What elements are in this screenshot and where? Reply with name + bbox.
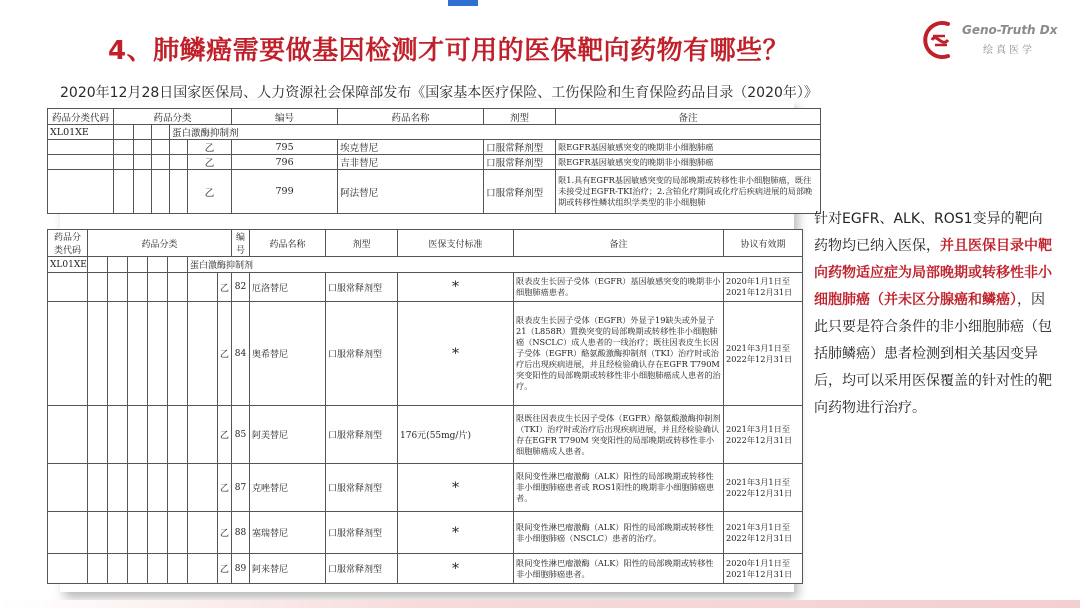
drug-name-cell: 埃克替尼: [338, 140, 484, 155]
summary-highlight: 并且医保目录中靶向药物适应症为局部晚期或转移性非小细胞肺癌（并未区分腺癌和鳞癌）: [814, 238, 1052, 308]
table-row: [48, 406, 803, 464]
table-row: [48, 257, 803, 273]
form-cell: 口服常释剂型: [326, 302, 398, 406]
grade-cell: 乙: [218, 273, 232, 302]
period-cell: 2020年1月1日至2021年12月31日: [724, 554, 803, 584]
header-cell: 协议有效期: [724, 230, 803, 257]
category-name: 蛋白激酶抑制剂: [188, 257, 803, 273]
form-cell: 口服常释剂型: [484, 155, 556, 170]
drug-name-cell: 奥希替尼: [250, 302, 326, 406]
period-cell: 2021年3月1日至2022年12月31日: [724, 512, 803, 554]
drug-name-cell: 阿美替尼: [250, 406, 326, 464]
note-cell: 限表皮生长因子受体（EGFR）基因敏感突变的晚期非小细胞肺癌患者。: [514, 273, 724, 302]
note-cell: 限表皮生长因子受体（EGFR）外显子19缺失或外显子21（L858R）置换突变的局部晚期或转移性非小细胞肺癌（NSCLC）成人患者的一线治疗；既往因表皮生长因子受体（EGFR）酪氨酸激酶抑制剂（TKI）治疗时或治疗后出现疾病进展，并且经检验确认存在EGFR T790M 突变阳性的局部晚期或转移性非小细胞肺癌成人患者的治疗。: [514, 302, 724, 406]
number-cell: 796: [232, 155, 338, 170]
category-code: XL01XE: [48, 257, 88, 273]
grade-cell: 乙: [188, 155, 232, 170]
header-cell: 备注: [556, 109, 821, 125]
note-cell: 限EGFR基因敏感突变的晚期非小细胞肺癌: [556, 140, 821, 155]
table-row: [48, 464, 803, 512]
table-row: [48, 554, 803, 584]
number-cell: 799: [232, 170, 338, 214]
table-row: [48, 170, 821, 214]
price-cell: *: [398, 302, 514, 406]
grade-cell: 乙: [188, 140, 232, 155]
summary-part-1: 针对EGFR、ALK、ROS1变异的靶向药物均已纳入医保，: [814, 211, 1043, 254]
price-cell: *: [398, 464, 514, 512]
number-cell: 88: [232, 512, 250, 554]
note-cell: 限间变性淋巴瘤激酶（ALK）阳性的局部晚期或转移性非小细胞肺癌（NSCLC）患者的治疗。: [514, 512, 724, 554]
table-row: [48, 273, 803, 302]
summary-text: [814, 206, 1054, 422]
header-cell: 医保支付标准: [398, 230, 514, 257]
period-cell: 2021年3月1日至2022年12月31日: [724, 302, 803, 406]
note-cell: 限既往因表皮生长因子受体（EGFR）酪氨酸激酶抑制剂（TKI）治疗时或治疗后出现疾病进展，并且经检验确认存在EGFR T790M 突变阳性的局部晚期或转移性非小细胞肺癌成人患者。: [514, 406, 724, 464]
form-cell: 口服常释剂型: [484, 170, 556, 214]
number-cell: 84: [232, 302, 250, 406]
header-cell: 药品分类: [88, 230, 232, 257]
form-cell: 口服常释剂型: [484, 140, 556, 155]
form-cell: 口服常释剂型: [326, 554, 398, 584]
page-title: 4、肺鳞癌需要做基因检测才可用的医保靶向药物有哪些？: [108, 36, 790, 66]
period-cell: 2020年1月1日至2021年12月31日: [724, 273, 803, 302]
logo-text-en: Geno-Truth Dx: [962, 23, 1058, 37]
table-row: [48, 512, 803, 554]
grade-cell: 乙: [218, 464, 232, 512]
note-cell: 限1.具有EGFR基因敏感突变的局部晚期或转移性非小细胞肺癌，既往未接受过EGFR-TKI治疗；2.含铂化疗期间或化疗后疾病进展的局部晚期或转移性鳞状组织学类型的非小细胞肺: [556, 170, 821, 214]
number-cell: 82: [232, 273, 250, 302]
price-cell: 176元(55mg/片): [398, 406, 514, 464]
number-cell: 89: [232, 554, 250, 584]
grade-cell: 乙: [188, 170, 232, 214]
header-cell: 编号: [232, 109, 338, 125]
price-cell: *: [398, 512, 514, 554]
note-cell: 限EGFR基因敏感突变的晚期非小细胞肺癌: [556, 155, 821, 170]
drug-name-cell: 塞瑞替尼: [250, 512, 326, 554]
category-code: XL01XE: [48, 125, 114, 140]
period-cell: 2021年3月1日至2022年12月31日: [724, 464, 803, 512]
header-cell: 药品分类: [114, 109, 232, 125]
period-cell: 2021年3月1日至2022年12月31日: [724, 406, 803, 464]
drug-name-cell: 厄洛替尼: [250, 273, 326, 302]
document-subtitle: 2020年12月28日国家医保局、人力资源社会保障部发布《国家基本医疗保险、工伤保险和生育保险药品目录（2020年）》: [60, 85, 818, 101]
table-row: [48, 155, 821, 170]
table-header-row: [48, 230, 803, 257]
table-row: [48, 140, 821, 155]
header-cell: 剂型: [326, 230, 398, 257]
header-cell: 药品分类代码: [48, 109, 114, 125]
grade-cell: 乙: [218, 406, 232, 464]
top-accent-bar: [448, 0, 478, 6]
table-row: [48, 302, 803, 406]
header-cell: 剂型: [484, 109, 556, 125]
number-cell: 87: [232, 464, 250, 512]
form-cell: 口服常释剂型: [326, 406, 398, 464]
category-name: 蛋白激酶抑制剂: [170, 125, 821, 140]
drug-table-2: [47, 229, 803, 584]
logo-icon: [918, 18, 962, 62]
form-cell: 口服常释剂型: [326, 273, 398, 302]
header-cell: 药品名称: [250, 230, 326, 257]
drug-name-cell: 克唑替尼: [250, 464, 326, 512]
grade-cell: 乙: [218, 302, 232, 406]
drug-table-1: [47, 108, 821, 214]
note-cell: 限间变性淋巴瘤激酶（ALK）阳性的局部晚期或转移性非小细胞肺癌患者。: [514, 554, 724, 584]
grade-cell: 乙: [218, 554, 232, 584]
form-cell: 口服常释剂型: [326, 464, 398, 512]
drug-name-cell: 阿来替尼: [250, 554, 326, 584]
note-cell: 限间变性淋巴瘤激酶（ALK）阳性的局部晚期或转移性非小细胞肺癌患者或 ROS1阳性的晚期非小细胞肺癌患者。: [514, 464, 724, 512]
table-row: [48, 125, 821, 140]
summary-part-2: ，因此只要是符合条件的非小细胞肺癌（包括肺鳞癌）患者检测到相关基因变异后，均可以采用医保覆盖的针对性的靶向药物进行治疗。: [814, 292, 1052, 416]
form-cell: 口服常释剂型: [326, 512, 398, 554]
drug-name-cell: 阿法替尼: [338, 170, 484, 214]
drug-name-cell: 吉非替尼: [338, 155, 484, 170]
price-cell: *: [398, 273, 514, 302]
bottom-decoration: [0, 600, 1080, 608]
header-cell: 编号: [232, 230, 250, 257]
header-cell: 药品分类代码: [48, 230, 88, 257]
header-cell: 备注: [514, 230, 724, 257]
table-header-row: [48, 109, 821, 125]
number-cell: 85: [232, 406, 250, 464]
header-cell: 药品名称: [338, 109, 484, 125]
grade-cell: 乙: [218, 512, 232, 554]
logo-text-cn: 绘真医学: [983, 45, 1035, 56]
number-cell: 795: [232, 140, 338, 155]
price-cell: *: [398, 554, 514, 584]
